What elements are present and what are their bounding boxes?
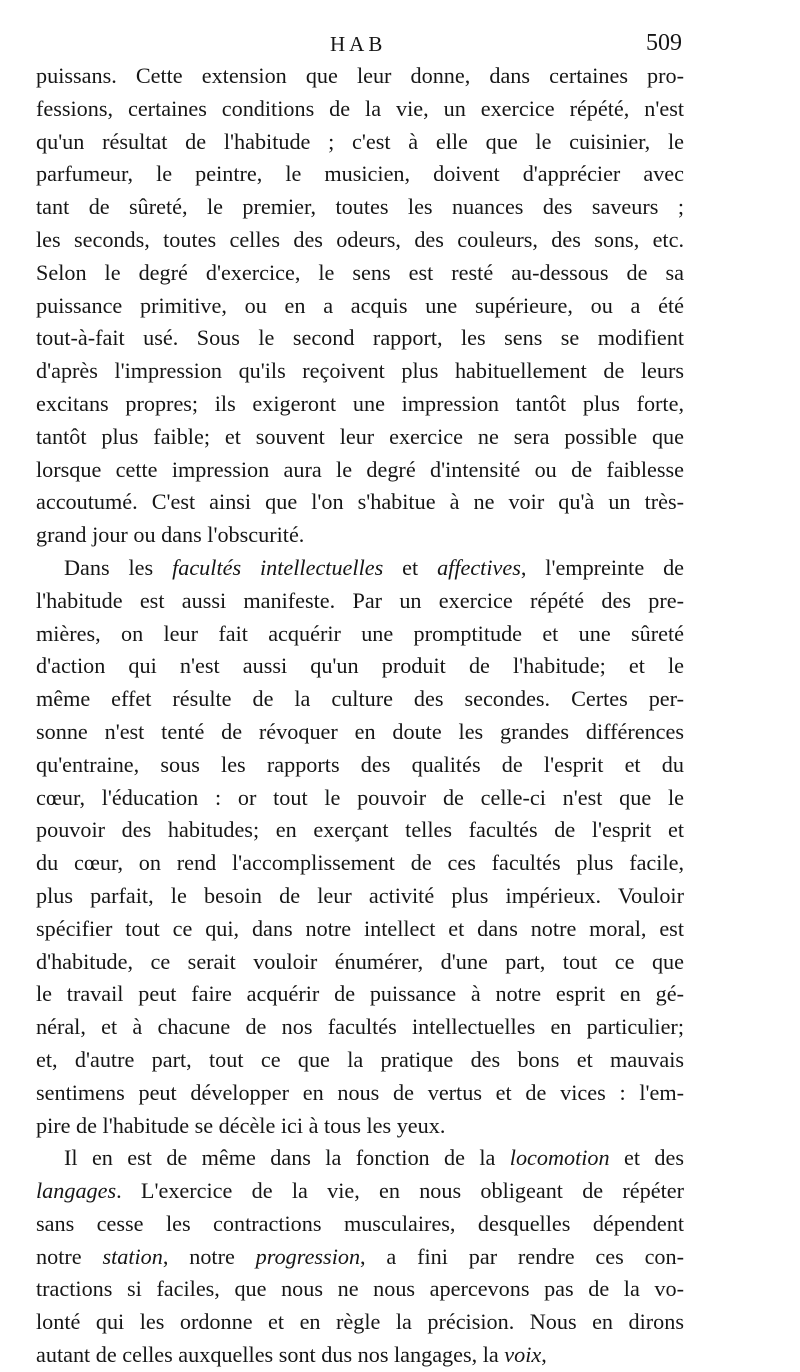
text-segment: qu'un résultat de l'habitude ; c'est à elle que le cuisinier, le (36, 128, 684, 154)
italic-text: langages (36, 1178, 117, 1204)
text-line (36, 946, 684, 979)
text-segment: d'après l'impression qu'ils reçoivent plus habituellement de leurs (36, 358, 684, 384)
text-line (36, 454, 684, 487)
text-segment: d'action qui n'est aussi qu'un produit de l'habitude; et le (36, 653, 684, 679)
page-header (0, 30, 800, 64)
text-line (36, 782, 684, 815)
text-line (36, 126, 684, 159)
text-line (36, 1110, 684, 1143)
text-line (36, 224, 684, 257)
text-segment: tractions si faciles, que nous ne nous apercevons pas de la vo- (36, 1276, 684, 1302)
running-head: HAB (330, 32, 387, 56)
text-line (36, 290, 684, 323)
text-segment: mières, on leur fait acquérir une promptitude et une sûreté (36, 620, 684, 646)
text-segment: plus parfait, le besoin de leur activité plus impérieux. Vouloir (36, 882, 684, 908)
text-line (36, 1208, 684, 1241)
text-line (36, 519, 684, 552)
text-line (36, 552, 684, 585)
italic-text: facultés intellectuelles (172, 554, 384, 580)
text-line (36, 322, 684, 355)
text-line (36, 618, 684, 651)
text-segment: notre (36, 1243, 103, 1269)
text-segment: , (541, 1342, 547, 1368)
text-segment: sentimens peut développer en nous de vertus et de vices : l'em- (36, 1079, 684, 1105)
text-segment: les seconds, toutes celles des odeurs, des couleurs, des sons, etc. (36, 226, 684, 252)
italic-text: voix (504, 1342, 542, 1368)
text-line (36, 585, 684, 618)
text-segment: puissans. Cette extension que leur donne, dans certaines pro- (36, 63, 684, 88)
text-line (36, 486, 684, 519)
text-line (36, 716, 684, 749)
text-line (36, 1011, 684, 1044)
text-segment: excitans propres; ils exigeront une impression tantôt plus forte, (36, 390, 684, 416)
text-line (36, 1339, 684, 1372)
text-segment: tant de sûreté, le premier, toutes les nuances des saveurs ; (36, 194, 684, 220)
text-segment: et des (609, 1145, 684, 1171)
text-segment: tout-à-fait usé. Sous le second rapport, les sens se modifient (36, 325, 684, 351)
text-segment: et (383, 554, 438, 580)
text-segment: , a fini par rendre ces con- (360, 1243, 685, 1269)
paragraph (36, 1142, 684, 1372)
text-segment: sonne n'est tenté de révoquer en doute les grandes différences (36, 718, 684, 744)
text-segment: Selon le degré d'exercice, le sens est resté au-dessous de sa (36, 259, 684, 285)
text-segment: néral, et à chacune de nos facultés intellectuelles en particulier; (36, 1014, 684, 1040)
text-line (36, 93, 684, 126)
italic-text: affectives (437, 554, 521, 580)
text-line (36, 257, 684, 290)
page-number: 509 (646, 30, 682, 56)
italic-text: locomotion (509, 1145, 610, 1171)
text-segment: autant de celles auxquelles sont dus nos langages, la (36, 1342, 505, 1368)
text-line (36, 1044, 684, 1077)
italic-text: station (102, 1243, 163, 1269)
text-segment: , l'empreinte de (520, 554, 685, 580)
text-segment: cœur, l'éducation : or tout le pouvoir de celle-ci n'est que le (36, 784, 684, 810)
text-line (36, 913, 684, 946)
text-segment: d'habitude, ce serait vouloir énumérer, d'une part, tout ce que (36, 948, 684, 974)
text-line (36, 1142, 684, 1175)
text-line (36, 1241, 684, 1274)
text-line (36, 650, 684, 683)
text-line (36, 191, 684, 224)
text-line (36, 158, 684, 191)
text-line (36, 1273, 684, 1306)
text-line (36, 847, 684, 880)
text-segment: parfumeur, le peintre, le musicien, doivent d'apprécier avec (36, 161, 684, 187)
text-segment: pire de l'habitude se décèle ici à tous les yeux. (36, 1112, 446, 1138)
text-segment: même effet résulte de la culture des secondes. Certes per- (36, 686, 684, 712)
text-segment: puissance primitive, ou en a acquis une supérieure, ou a été (36, 292, 684, 318)
text-segment: et, d'autre part, tout ce que la pratique des bons et mauvais (36, 1046, 684, 1072)
body-text (36, 60, 684, 1372)
text-segment: tantôt plus faible; et souvent leur exercice ne sera possible que (36, 423, 684, 449)
text-line (36, 1077, 684, 1110)
text-line (36, 683, 684, 716)
paragraph (36, 60, 684, 552)
text-line (36, 880, 684, 913)
text-segment: du cœur, on rend l'accomplissement de ces facultés plus facile, (36, 850, 684, 876)
text-segment: Dans les (64, 554, 173, 580)
italic-text: progression (255, 1243, 361, 1269)
paragraph (36, 552, 684, 1142)
text-segment: sans cesse les contractions musculaires, desquelles dépendent (36, 1210, 684, 1236)
text-segment: accoutumé. C'est ainsi que l'on s'habitue à ne voir qu'à un très- (36, 489, 684, 515)
text-line (36, 749, 684, 782)
text-segment: lorsque cette impression aura le degré d'intensité ou de faiblesse (36, 456, 684, 482)
text-segment: pouvoir des habitudes; en exerçant telles facultés de l'esprit et (36, 817, 684, 843)
text-line (36, 388, 684, 421)
text-segment: lonté qui les ordonne et en règle la précision. Nous en dirons (36, 1309, 684, 1335)
text-segment: grand jour ou dans l'obscurité. (36, 522, 305, 548)
text-segment: qu'entraine, sous les rapports des qualités de l'esprit et du (36, 751, 684, 777)
text-segment: . L'exercice de la vie, en nous obligeant de répéter (116, 1178, 684, 1204)
text-segment: le travail peut faire acquérir de puissance à notre esprit en gé- (36, 981, 684, 1007)
text-line (36, 978, 684, 1011)
text-segment: spécifier tout ce qui, dans notre intellect et dans notre moral, est (36, 915, 684, 941)
text-segment: Il en est de même dans la fonction de la (64, 1145, 510, 1171)
text-line (36, 421, 684, 454)
text-line (36, 1306, 684, 1339)
text-line (36, 60, 684, 93)
text-segment: fessions, certaines conditions de la vie, un exercice répété, n'est (36, 95, 684, 121)
text-segment: l'habitude est aussi manifeste. Par un exercice répété des pre- (36, 587, 684, 613)
text-line (36, 1175, 684, 1208)
text-line (36, 814, 684, 847)
text-line (36, 355, 684, 388)
text-segment: , notre (162, 1243, 256, 1269)
